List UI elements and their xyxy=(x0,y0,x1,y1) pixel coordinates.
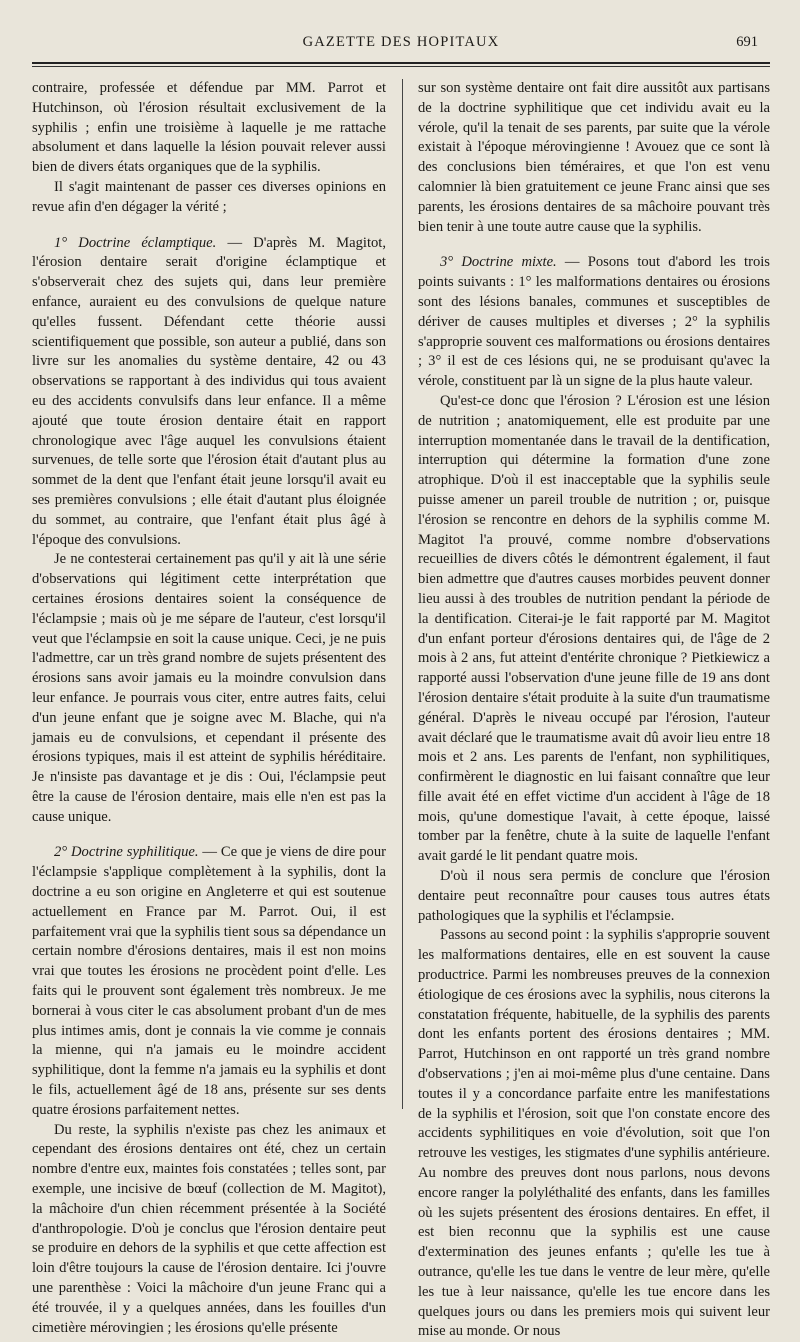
column-divider xyxy=(402,79,403,1109)
running-head xyxy=(32,34,770,56)
header-rule-thin xyxy=(32,66,770,67)
paragraph: Passons au second point : la syphilis s'approprie souvent les malformations dentaires, elle en est souvent la cause productrice. Parmi les nombreuses preuves de la connexion étiologique de ces érosions avec la syphilis, nous citerons la constatation fréquente, habituelle, de la syphilis des parents dont les enfants portent des érosions dentaires ; MM. Parrot, Hutchinson en ont rapporté un très grand nombre d'observations ; j'en ai moi-même plus d'une centaine. Dans toutes il y a concordance parfaite entre les manifestations de la syphilis et l'érosion, soit que l'on constate encore des accidents syphilitiques en voie d'évolution, soit que l'on retrouve les vestiges, les stigmates d'une syphilis antérieure. Au nombre des preuves dont nous parlons, nous devons encore ranger la polyléthalité des enfants, dans les familles où les sujets présentent des érosions dentaires. En effet, il est bien reconnu que la syphilis est une cause d'extermination des jeunes enfants ; qu'elle les tue à outrance, qu'elle les tue dans le ventre de leur mère, qu'elle les tue à leur naissance, qu'elle les tue encore dans les quelques jours ou dans les premiers mois qui suivent leur mise au monde. Or nous xyxy=(418,927,770,1340)
paragraph: Je ne contesterai certainement pas qu'il y ait là une série d'observations qui légitiment cette interprétation que certaines érosions dentaires soient la conséquence de l'éclampsie ; mais où je me sépare de l'auteur, c'est lorsqu'il veut que l'éclampsie en soit la cause unique. Ceci, je ne puis l'admettre, car un très grand nombre de sujets présentent des érosions sans avoir jamais eu la moindre convulsion dans leur enfance. Je pourrais vous citer, entre autres faits, celui d'un jeune enfant que je soigne avec M. Blache, qui n'a jamais eu de convulsions, et cependant il présente des érosions typiques, mais il est atteint de syphilis héréditaire. Je n'insiste pas davantage et je dis : Oui, l'éclampsie peut être la cause de l'érosion dentaire, mais elle n'en est pas la cause unique. xyxy=(32,551,386,825)
right-column xyxy=(418,79,770,1340)
left-column xyxy=(32,79,386,1336)
section-text: — Posons tout d'abord les trois points suivants : 1° les malformations dentaires ou érosions sont des lésions banales, communes et susceptibles de dériver de causes multiples et diverses ; 2° la syphilis s'approprie souvent ces malformations ou érosions dentaires ; 3° il est de ces lésions qui, ne se produisant qu'avec la vérole, constituent par là un signe de la plus haute valeur. xyxy=(418,254,770,390)
section-doctrine-mixte xyxy=(418,253,770,392)
paragraph: Qu'est-ce donc que l'érosion ? L'érosion est une lésion de nutrition ; anatomiquement, elle est produite par une interruption momentanée dans le travail de la dentification, interruption qui détermine la formation d'une zone atrophique. D'où il est inacceptable que la syphilis seule puisse amener un pareil trouble de nutrition ; or, puisque l'érosion se rencontre en dehors de la syphilis comme M. Magitot l'a prouvé, comme nombre d'observations recueillies de divers côtés le démontrent également, il faut bien admettre que d'autres causes morbides peuvent donner lieu aussi à des troubles de nutrition pendant la période de la dentification. Citerai-je le fait rapporté par M. Magitot d'un enfant porteur d'érosions dentaires qui, de l'âge de 2 mois à 2 ans, fut atteint d'entérite chronique ? Pietkiewicz a rapporté aussi l'observation d'une jeune fille de 19 ans dont l'érosion dentaire s'était produite à la suite d'un traumatisme général. D'après le niveau occupé par l'érosion, l'auteur avait déclaré que le traumatisme avait dû avoir lieu entre 18 mois et 2 ans. Les parents de l'enfant, non syphilitiques, confirmèrent le diagnostic en lui faisant connaître que leur fille avait été en effet victime d'un accident à l'âge de 18 mois, qu'une domestique l'avait, à cette époque, laissé tomber par la fenêtre, chute à la suite de laquelle l'enfant avait gardé le lit pendant quatre mois. xyxy=(418,392,770,865)
section-label: 3° Doctrine mixte. xyxy=(440,254,557,271)
section-label: 2° Doctrine syphilitique. xyxy=(54,844,199,861)
paragraph: Il s'agit maintenant de passer ces diverses opinions en revue afin d'en dégager la vérité ; xyxy=(32,178,386,215)
paragraph: Du reste, la syphilis n'existe pas chez les animaux et cependant des érosions dentaires ont été, chez un certain nombre d'entre eux, maintes fois constatées ; telles sont, par exemple, une incisive de bœuf (collection de M. Magitot), la mâchoire d'un chien récemment présentée à la Société d'anthropologie. D'où je conclus que l'érosion dentaire peut se produire en dehors de la syphilis et que cette affection est loin d'être toujours la cause de l'érosion dentaire. Ici j'ouvre une parenthèse : Voici la mâchoire d'un jeune Franc qui a été trouvée, il y a quelques années, dans les fouilles d'un cimetière mérovingien ; les érosions qu'elle présente xyxy=(32,1121,386,1336)
paragraph: sur son système dentaire ont fait dire aussitôt aux partisans de la doctrine syphilitique que cet individu avait eu la vérole, qu'il la tenait de ses parents, par suite que la vérole existait à l'époque mérovingienne ! Avouez que ce sont là des conclusions bien téméraires, et que l'on est venu calomnier là bien gratuitement ce jeune Franc ainsi que ses parents, les érosions dentaires de sa mâchoire pouvant très bien tenir à une toute autre cause que la syphilis. xyxy=(418,80,770,235)
journal-title: GAZETTE DES HOPITAUX xyxy=(302,34,500,50)
page-number: 691 xyxy=(736,34,758,50)
text-columns xyxy=(32,79,770,1340)
header-rule-thick xyxy=(32,62,770,64)
section-text: — D'après M. Magitot, l'érosion dentaire serait d'origine éclamptique et s'observerait chez des sujets qui, dans leur première enfance, auraient eu des convulsions de quelque nature qu'elles fussent. Défendant cette théorie aussi scientifiquement que possible, son auteur a publié, dans son livre sur les anomalies du système dentaire, 42 ou 43 observations se rapportant à des individus qui tous avaient eu des accidents convulsifs dans leur enfance. Il a même ajouté que toute érosion dentaire était en rapport chronologique avec l'âge auquel les convulsions étaient survenues, de telle sorte que l'érosion était d'autant plus au sommet de la dent que l'enfant était jeune lorsqu'il avait eu ses premières convulsions ; elle était d'autant plus éloignée du sommet, au contraire, que l'enfant était plus âgé à l'époque des convulsions. xyxy=(32,234,386,548)
section-label: 1° Doctrine éclamptique. xyxy=(54,234,217,251)
section-text: — Ce que je viens de dire pour l'éclampsie s'applique complètement à la syphilis, dont la doctrine a eu son origine en Angleterre et qui est soutenue actuellement en France par M. Parrot. Oui, il est parfaitement vrai que la syphilis tient sous sa dépendance un certain nombre d'érosions dentaires, mais il est non moins vrai que toutes les érosions ne procèdent point d'elle. Les faits qui le prouvent sont également très nombreux. Je me bornerai à vous citer le cas absolument probant d'un de mes plus intimes amis, dont je connais la vie comme je connais la mienne, qui n'a jamais eu le moindre accident syphilitique, dont la femme n'a jamais eu la syphilis et dont le fils, actuellement âgé de 18 ans, présente sur ses dents quatre érosions parfaitement nettes. xyxy=(32,844,386,1118)
paragraph: D'où il nous sera permis de conclure que l'érosion dentaire peut reconnaître pour causes tous autres états pathologiques que la syphilis et l'éclampsie. xyxy=(418,868,770,924)
paragraph: contraire, professée et défendue par MM. Parrot et Hutchinson, où l'érosion résultait exclusivement de la syphilis ; enfin une troisième à laquelle je me rattache absolument et dans laquelle la lésion pouvait relever aussi bien de divers états organiques que de la syphilis. xyxy=(32,80,386,176)
section-doctrine-eclamptique xyxy=(32,234,386,551)
section-doctrine-syphilitique xyxy=(32,843,386,1120)
